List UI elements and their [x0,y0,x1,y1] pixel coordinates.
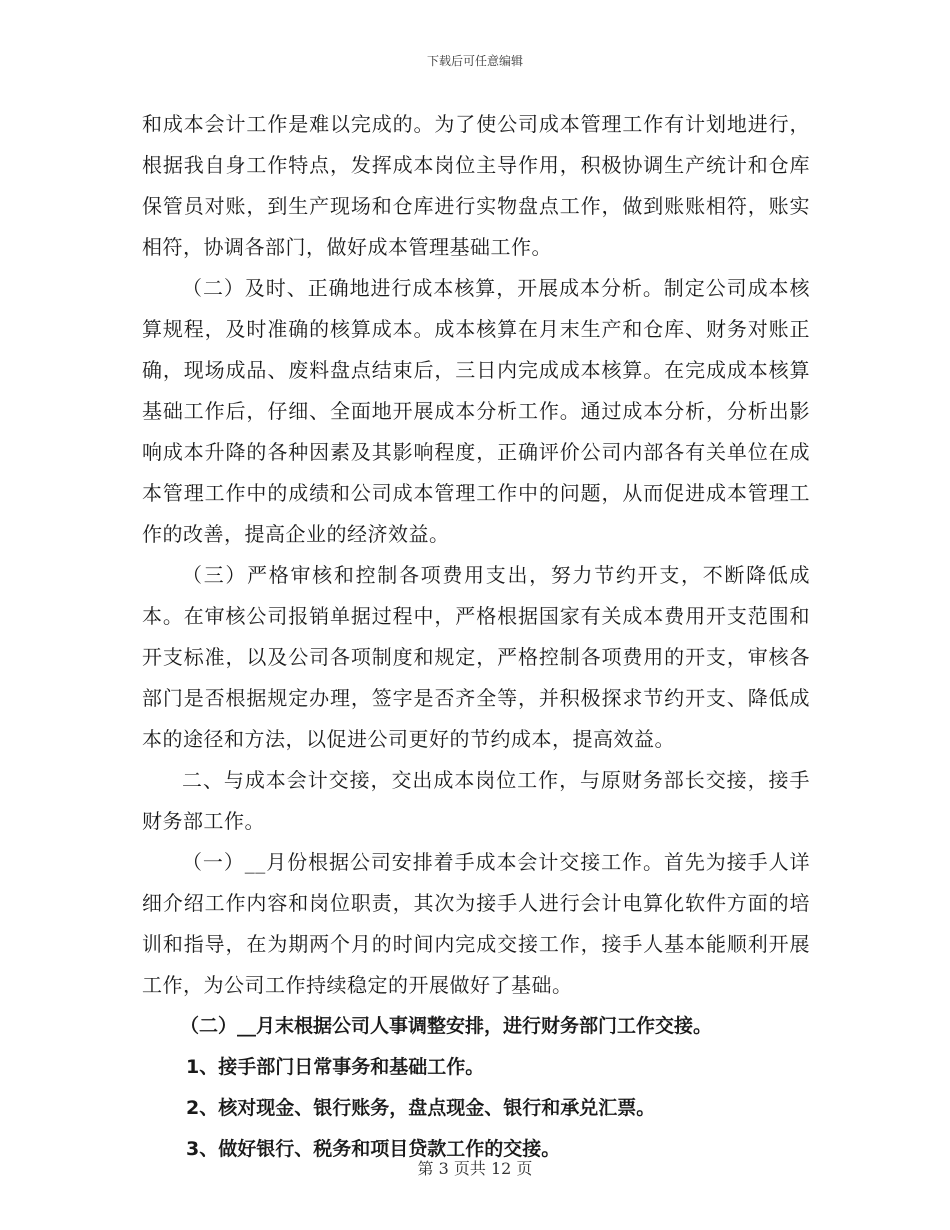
paragraph-handover-one: （一）__月份根据公司安排着手成本会计交接工作。首先为接手人详细介绍工作内容和岗位职责，其次为接手人进行会计电算化软件方面的培训和指导，在为期两个月的时间内完成交接工作，接手人基本能顺利开展工作，为公司工作持续稳定的开展做好了基础。 [142,850,810,997]
list-item-3: 3、做好银行、税务和项目贷款工作的交接。 [186,1138,561,1160]
paragraph-continuation: 和成本会计工作是难以完成的。为了使公司成本管理工作有计划地进行，根据我自身工作特点，发挥成本岗位主导作用，积极协调生产统计和仓库保管员对账，到生产现场和仓库进行实物盘点工作，做到账账相符，账实相符，协调各部门，做好成本管理基础工作。 [142,112,810,259]
paragraph-cost-accounting: （二）及时、正确地进行成本核算，开展成本分析。制定公司成本核算规程，及时准确的核算成本。成本核算在月末生产和仓库、财务对账正确，现场成品、废料盘点结束后，三日内完成成本核算。在完成成本核算基础工作后，仔细、全面地开展成本分析工作。通过成本分析，分析出影响成本升降的各种因素及其影响程度，正确评价公司内部各有关单位在成本管理工作中的成绩和公司成本管理工作中的问题，从而促进成本管理工作的改善，提高企业的经济效益。 [142,276,810,546]
bold-subheading-handover-two: （二）__月末根据公司人事调整安排，进行财务部门工作交接。 [180,1015,713,1037]
paragraph-expense-control: （三）严格审核和控制各项费用支出，努力节约开支，不断降低成本。在审核公司报销单据过程中，严格根据国家有关成本费用开支范围和开支标准，以及公司各项制度和规定，严格控制各项费用的开支，审核各部门是否根据规定办理，签字是否齐全等，并积极探求节约开支、降低成本的途径和方法，以促进公司更好的节约成本，提高效益。 [142,563,810,751]
list-item-2: 2、核对现金、银行账务，盘点现金、银行和承兑汇票。 [186,1097,656,1119]
page-header: 下载后可任意编辑 [426,54,523,68]
section-heading-handover: 二、与成本会计交接，交出成本岗位工作，与原财务部长交接，接手财务部工作。 [142,768,810,833]
page-footer: 第 3 页共 12 页 [417,1159,533,1178]
document-body [142,104,810,1170]
list-item-1: 1、接手部门日常事务和基础工作。 [186,1056,485,1078]
